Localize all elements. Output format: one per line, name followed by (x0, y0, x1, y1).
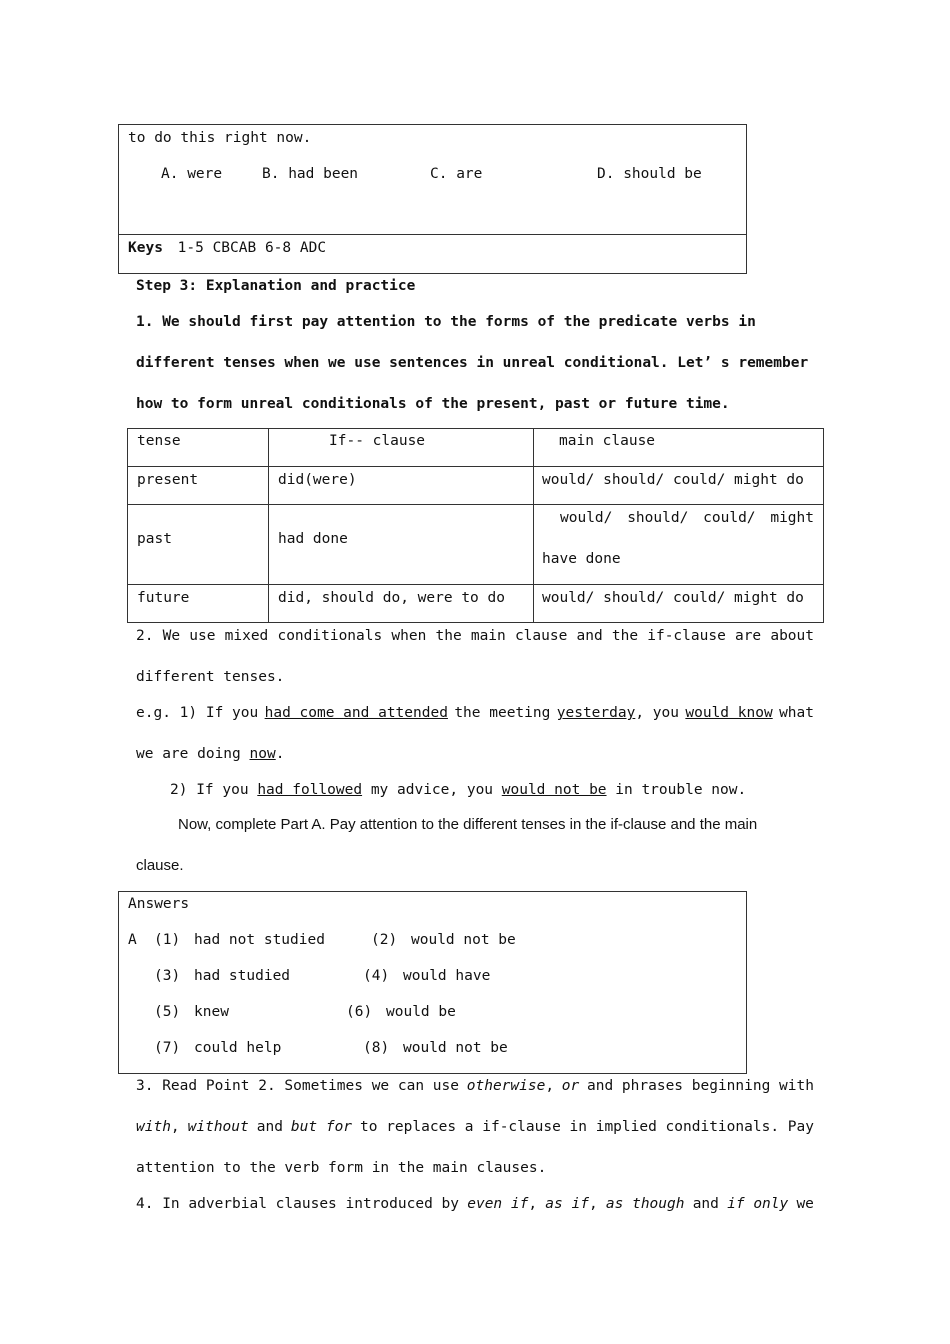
table-cell-past-if: had done (278, 531, 348, 547)
point3-l2-b: and (256, 1119, 283, 1135)
point4-e: we (796, 1196, 814, 1212)
eg1-underline-4: now (249, 746, 276, 762)
table-cell-present: present (137, 472, 199, 488)
answer-text-6: would be (386, 1004, 456, 1020)
eg2-underline-1: had followed (257, 782, 363, 798)
eg1-underline-1: had come and attended (264, 705, 448, 721)
tense-table-row2 (127, 504, 824, 505)
answer-num-8: (8) (363, 1040, 390, 1056)
table-cell-future-if: did, should do, were to do (278, 590, 505, 606)
table-cell-present-main: would/ should/ could/ might do (542, 472, 804, 488)
keys-value: 1-5 CBCAB 6-8 ADC (177, 240, 327, 256)
eg1-prefix: e.g. 1) If you (136, 705, 259, 721)
eg1-underline-3: would know (685, 705, 773, 721)
eg1-underline-2: yesterday (556, 705, 636, 721)
step3-title: Step 3: Explanation and practice (136, 278, 416, 294)
answer-text-4: would have (403, 968, 491, 984)
answer-num-2: (2) (371, 932, 398, 948)
tense-table-row1 (127, 466, 824, 467)
point3-l1-a: 3. Read Point 2. Sometimes we can use (136, 1078, 460, 1094)
table-cell-past-main-line1: would/ should/ could/ might (560, 510, 814, 526)
point4-even-if: even if (467, 1196, 529, 1212)
point4-line1 (136, 1196, 814, 1212)
point4-b: , (528, 1196, 538, 1212)
answer-text-1: had not studied (194, 932, 325, 948)
point4-a: 4. In adverbial clauses introduced by (136, 1196, 460, 1212)
table-cell-past: past (137, 531, 172, 547)
answer-num-3: (3) (154, 968, 181, 984)
point3-l1-b: , (545, 1078, 555, 1094)
question-box-divider (118, 234, 747, 235)
table-header-main-clause: main clause (559, 433, 656, 449)
point3-l2-with: with (136, 1119, 171, 1135)
point2-line1: 2. We use mixed conditionals when the main clause and the if-clause are about (136, 628, 814, 644)
option-d: D. should be (597, 166, 702, 182)
table-header-tense: tense (137, 433, 181, 449)
point3-line2 (136, 1119, 814, 1135)
tense-table-row3 (127, 584, 824, 585)
example-2 (170, 782, 746, 798)
option-a: A. were (161, 166, 223, 182)
step3-p1-line1: 1. We should first pay attention to the forms of the predicate verbs in (136, 314, 756, 330)
table-header-if-clause: If-- clause (329, 433, 426, 449)
keys-row (128, 240, 326, 256)
tense-table-col2 (533, 428, 534, 623)
table-cell-present-if: did(were) (278, 472, 357, 488)
point4-d: and (692, 1196, 719, 1212)
example-1-line2 (136, 746, 284, 762)
answer-text-3: had studied (194, 968, 291, 984)
answer-num-7: (7) (154, 1040, 181, 1056)
tense-table-col1 (268, 428, 269, 623)
point3-l2-c: to replaces a if-clause in implied conditionals. Pay (360, 1119, 814, 1135)
point3-l1-or: or (561, 1078, 580, 1094)
eg1-text-3: what (779, 705, 814, 721)
point3-l2-without: without (187, 1119, 249, 1135)
point4-as-if: as if (545, 1196, 589, 1212)
answer-text-8: would not be (403, 1040, 508, 1056)
point4-if-only: if only (727, 1196, 789, 1212)
table-cell-past-main-line2: have done (542, 551, 621, 567)
answer-text-7: could help (194, 1040, 282, 1056)
example-1-line1 (136, 705, 814, 721)
answer-num-5: (5) (154, 1004, 181, 1020)
eg1-text-1: the meeting (454, 705, 551, 721)
eg2-prefix: 2) If you (170, 782, 249, 798)
option-b: B. had been (262, 166, 359, 182)
instruction-line1: Now, complete Part A. Pay attention to the different tenses in the if-clause and the main (178, 816, 758, 833)
point4-as-though: as though (605, 1196, 685, 1212)
eg1-text-2: , you (635, 705, 679, 721)
answers-title: Answers (128, 896, 190, 912)
eg2-text-2: in trouble now. (615, 782, 747, 798)
point3-l1-c: and phrases beginning with (587, 1078, 814, 1094)
point4-c: , (588, 1196, 598, 1212)
answer-text-5: knew (194, 1004, 229, 1020)
table-cell-future: future (137, 590, 190, 606)
answer-num-4: (4) (363, 968, 390, 984)
question-text: to do this right now. (128, 130, 312, 146)
step3-p1-line3: how to form unreal conditionals of the present, past or future time. (136, 396, 730, 412)
eg1-line2-prefix: we are doing (136, 746, 241, 762)
instruction-line2: clause. (136, 857, 184, 874)
answer-num-6: (6) (346, 1004, 373, 1020)
point3-l2-but-for: but for (290, 1119, 353, 1135)
answer-num-1: (1) (154, 932, 181, 948)
eg1-line2-suffix: . (275, 746, 285, 762)
answer-text-2: would not be (411, 932, 516, 948)
point3-line1 (136, 1078, 814, 1094)
point3-l1-otherwise: otherwise (466, 1078, 546, 1094)
point2-line2: different tenses. (136, 669, 285, 685)
table-cell-future-main: would/ should/ could/ might do (542, 590, 804, 606)
step3-p1-line2: different tenses when we use sentences in unreal conditional. Let’ s remember (136, 355, 809, 371)
eg2-text-1: my advice, you (370, 782, 494, 798)
eg2-underline-2: would not be (501, 782, 607, 798)
option-c: C. are (430, 166, 483, 182)
point3-l2-a: , (170, 1119, 180, 1135)
keys-label: Keys (128, 240, 163, 256)
point3-line3: attention to the verb form in the main clauses. (136, 1160, 547, 1176)
answers-section: A (128, 932, 137, 948)
